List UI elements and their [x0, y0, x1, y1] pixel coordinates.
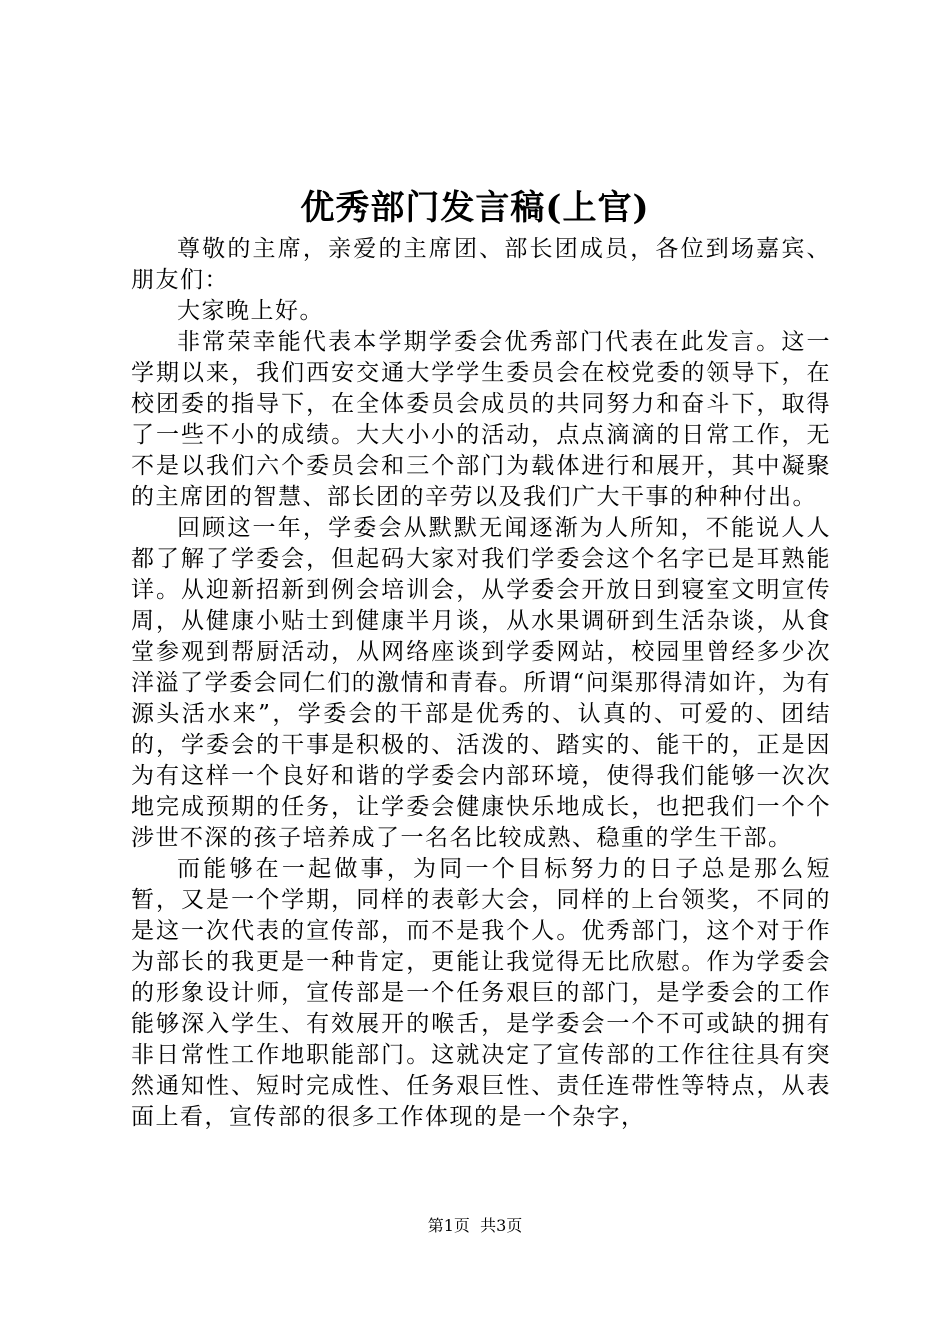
paragraph-intro: 非常荣幸能代表本学期学委会优秀部门代表在此发言。这一学期以来，我们西安交通大学学生委员会在校党委的领导下，在校团委的指导下，在全体委员会成员的共同努力和奋斗下，取得了一些不小的成绩。大大小小的活动，点点滴滴的日常工作，无不是以我们六个委员会和三个部门为载体进行和展开，其中凝聚的主席团的智慧、部长团的辛劳以及我们广大干事的种种付出。 — [131, 329, 831, 510]
paragraph-review: 回顾这一年，学委会从默默无闻逐渐为人所知，不能说人人都了解了学委会，但起码大家对我们学委会这个名字已是耳熟能详。从迎新招新到例会培训会，从学委会开放日到寝室文明宣传周，从健康小贴士到健康半月谈，从水果调研到生活杂谈，从食堂参观到帮厨活动，从网络座谈到学委网站，校园里曾经多少次洋溢了学委会同仁们的激情和青春。所谓“问渠那得清如许，为有源头活水来”，学委会的干部是优秀的、认真的、可爱的、团结的，学委会的干事是积极的、活泼的、踏实的、能干的，正是因为有这样一个良好和谐的学委会内部环境，使得我们能够一次次地完成预期的任务，让学委会健康快乐地成长，也把我们一个个涉世不深的孩子培养成了一名名比较成熟、稳重的学生干部。 — [131, 515, 831, 851]
page-footer — [0, 1214, 950, 1238]
paragraph-greeting: 尊敬的主席，亲爱的主席团、部长团成员，各位到场嘉宾、朋友们： — [131, 236, 831, 293]
page-number: 第1页 共3页 — [427, 1216, 523, 1235]
paragraph-department: 而能够在一起做事，为同一个目标努力的日子总是那么短暂，又是一个学期，同样的表彰大会，同样的上台领奖，不同的是这一次代表的宣传部，而不是我个人。优秀部门，这个对于作为部长的我更是一种肯定，更能让我觉得无比欣慰。作为学委会的形象设计师，宣传部是一个任务艰巨的部门，是学委会的工作能够深入学生、有效展开的喉舌，是学委会一个不可或缺的拥有非日常性工作地职能部门。这就决定了宣传部的工作往往具有突然通知性、短时完成性、任务艰巨性、责任连带性等特点，从表面上看，宣传部的很多工作体现的是一个杂字， — [131, 856, 831, 1130]
document-body — [131, 234, 831, 1133]
document-title: 优秀部门发言稿(上官) — [300, 188, 650, 228]
paragraph-salutation: 大家晚上好。 — [177, 298, 324, 324]
